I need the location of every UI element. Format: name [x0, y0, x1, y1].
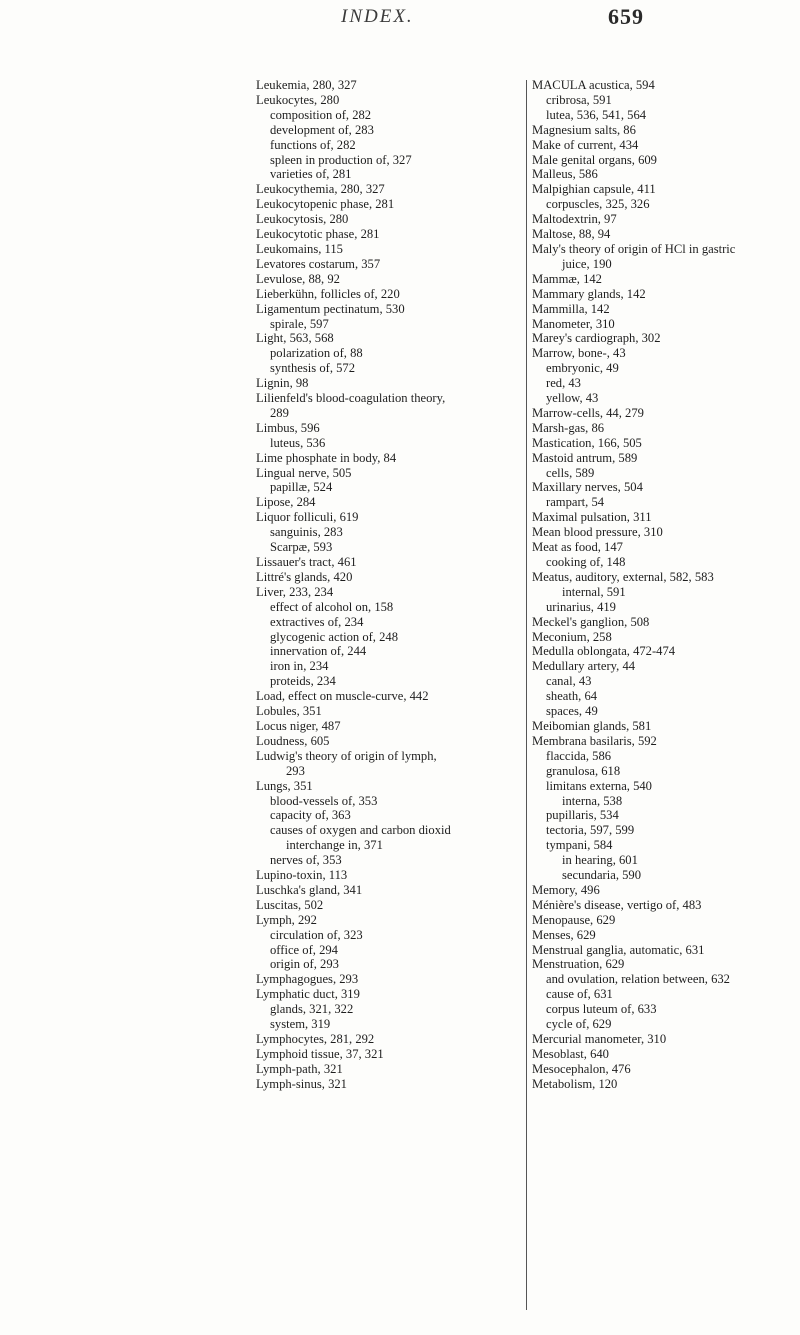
index-entry: Magnesium salts, 86	[532, 122, 636, 137]
page-title: INDEX.	[341, 6, 414, 27]
index-entry: Maxillary nerves, 504	[532, 480, 643, 495]
index-subentry: rampart, 54	[546, 495, 605, 510]
index-entry: Manometer, 310	[532, 316, 615, 331]
index-subentry: synthesis of, 572	[270, 361, 356, 376]
index-entry: Lissauer's tract, 461	[256, 555, 357, 569]
index-subentry: 289	[270, 405, 289, 420]
index-subentry: varieties of, 281	[270, 167, 352, 182]
index-subentry: causes of oxygen and carbon dioxid	[270, 823, 451, 838]
index-subentry: composition of, 282	[270, 107, 372, 122]
index-entry: Ludwig's theory of origin of lymph,	[256, 748, 437, 763]
index-subentry: embryonic, 49	[546, 361, 619, 376]
index-subentry: capacity of, 363	[270, 808, 351, 823]
index-entry: Male genital organs, 609	[532, 152, 657, 167]
index-subentry: canal, 43	[546, 674, 592, 689]
index-entry: Mammæ, 142	[532, 271, 602, 286]
index-entry: Menopause, 629	[532, 912, 616, 927]
index-entry: Meatus, auditory, external, 582, 583	[532, 569, 714, 584]
index-entry: Lilienfeld's blood-coagulation theory,	[256, 391, 446, 406]
index-entry: Lingual nerve, 505	[256, 465, 352, 480]
index-subentry: innervation of, 244	[270, 644, 367, 659]
index-entry: Mesoblast, 640	[532, 1046, 609, 1061]
index-entry: Ménière's disease, vertigo of, 483	[532, 897, 702, 912]
index-column-left	[256, 78, 526, 1092]
column-divider	[526, 80, 527, 1310]
page-number: 659	[608, 4, 644, 29]
index-entry: Littré's glands, 420	[256, 569, 353, 584]
index-subentry: development of, 283	[270, 122, 374, 137]
index-entry: Make of current, 434	[532, 137, 639, 152]
index-entry: Marey's cardiograph, 302	[532, 331, 661, 346]
index-entry: Mastication, 166, 505	[532, 435, 642, 450]
index-entry: Lipose, 284	[256, 495, 316, 510]
index-entry: Mammary glands, 142	[532, 286, 646, 301]
index-subentry: secundaria, 590	[562, 868, 642, 883]
index-subentry: interchange in, 371	[286, 838, 383, 853]
index-entry: Luschka's gland, 341	[256, 882, 363, 897]
index-subentry: cycle of, 629	[546, 1017, 612, 1032]
index-subentry: and ovulation, relation between, 632	[546, 972, 730, 987]
index-subentry: origin of, 293	[270, 957, 339, 972]
index-entry: Lymphatic duct, 319	[256, 987, 360, 1002]
index-entry: Meat as food, 147	[532, 540, 623, 555]
index-entry: Leukocytopenic phase, 281	[256, 197, 395, 212]
index-entry: Mesocephalon, 476	[532, 1061, 631, 1076]
index-subentry: luteus, 536	[270, 435, 326, 450]
index-entry: Marrow-cells, 44, 279	[532, 405, 644, 420]
index-entry: Membrana basilaris, 592	[532, 733, 657, 748]
index-entry: Malpighian capsule, 411	[532, 182, 656, 197]
index-entry: Metabolism, 120	[532, 1076, 618, 1091]
index-entry: Menstrual ganglia, automatic, 631	[532, 942, 705, 957]
index-entry: Medulla oblongata, 472-474	[532, 644, 676, 659]
running-header	[0, 4, 800, 32]
index-entry: Mean blood pressure, 310	[532, 525, 663, 540]
index-entry: MACULA acustica, 594	[532, 78, 655, 92]
index-subentry: tectoria, 597, 599	[546, 823, 635, 838]
index-subentry: papillæ, 524	[270, 480, 333, 495]
index-entry: Maly's theory of origin of HCl in gastric	[532, 241, 736, 256]
index-entry: Lupino-toxin, 113	[256, 868, 348, 883]
index-entry: Leukemia, 280, 327	[256, 78, 357, 92]
index-subentry: internal, 591	[562, 584, 626, 599]
index-subentry: in hearing, 601	[562, 853, 638, 868]
index-entry: Limbus, 596	[256, 420, 320, 435]
index-subentry: Scarpæ, 593	[270, 540, 333, 555]
index-entry: Meibomian glands, 581	[532, 718, 652, 733]
index-entry: Maximal pulsation, 311	[532, 510, 652, 525]
index-entry: Lymph-path, 321	[256, 1061, 343, 1076]
index-subentry: circulation of, 323	[270, 927, 363, 942]
index-subentry: effect of alcohol on, 158	[270, 599, 394, 614]
index-entry: Levulose, 88, 92	[256, 271, 340, 286]
index-entry: Lymph-sinus, 321	[256, 1076, 347, 1091]
index-column-right	[532, 78, 800, 1092]
index-entry: Marsh-gas, 86	[532, 420, 605, 435]
index-subentry: spaces, 49	[546, 704, 598, 719]
index-entry: Mercurial manometer, 310	[532, 1032, 667, 1046]
index-subentry: yellow, 43	[546, 391, 599, 406]
index-subentry: proteids, 234	[270, 674, 336, 689]
index-entry: Light, 563, 568	[256, 331, 334, 346]
index-subentry: polarization of, 88	[270, 346, 363, 361]
index-subentry: corpus luteum of, 633	[546, 1002, 657, 1017]
index-subentry: nerves of, 353	[270, 853, 342, 868]
index-subentry: functions of, 282	[270, 137, 356, 152]
index-subentry: cells, 589	[546, 465, 595, 480]
index-entry: Leukocytotic phase, 281	[256, 227, 380, 242]
index-entry: Lymph, 292	[256, 912, 317, 927]
index-entry: Maltodextrin, 97	[532, 212, 617, 227]
index-entry: Levatores costarum, 357	[256, 256, 381, 271]
index-entry: Leukocytosis, 280	[256, 212, 349, 227]
index-entry: Maltose, 88, 94	[532, 227, 611, 242]
index-entry: Leukocytes, 280	[256, 92, 340, 107]
index-subentry: cribrosa, 591	[546, 92, 612, 107]
index-subentry: sanguinis, 283	[270, 525, 343, 540]
index-subentry: pupillaris, 534	[546, 808, 619, 823]
index-subentry: urinarius, 419	[546, 599, 616, 614]
index-entry: Lignin, 98	[256, 376, 309, 391]
index-entry: Lieberkühn, follicles of, 220	[256, 286, 400, 301]
index-entry: Lymphocytes, 281, 292	[256, 1032, 375, 1046]
index-entry: Malleus, 586	[532, 167, 598, 182]
index-entry: Ligamentum pectinatum, 530	[256, 301, 405, 316]
index-entry: Loudness, 605	[256, 733, 330, 748]
index-entry: Medullary artery, 44	[532, 659, 636, 674]
index-entry: Liquor folliculi, 619	[256, 510, 359, 525]
index-subentry: spirale, 597	[270, 316, 329, 331]
index-subentry: system, 319	[270, 1017, 331, 1032]
index-subentry: cause of, 631	[546, 987, 613, 1002]
index-subentry: interna, 538	[562, 793, 623, 808]
index-subentry: tympani, 584	[546, 838, 613, 853]
index-entry: Liver, 233, 234	[256, 584, 334, 599]
index-entry: Lymphagogues, 293	[256, 972, 359, 987]
index-entry: Lobules, 351	[256, 704, 322, 719]
index-entry: Mammilla, 142	[532, 301, 610, 316]
index-subentry: glands, 321, 322	[270, 1002, 354, 1017]
index-entry: Luscitas, 502	[256, 897, 324, 912]
index-entry: Lymphoid tissue, 37, 321	[256, 1046, 384, 1061]
index-entry: Menstruation, 629	[532, 957, 625, 972]
index-subentry: iron in, 234	[270, 659, 329, 674]
index-entry: Meckel's ganglion, 508	[532, 614, 650, 629]
index-entry: Load, effect on muscle-curve, 442	[256, 689, 429, 704]
index-entry: Menses, 629	[532, 927, 596, 942]
index-subentry: lutea, 536, 541, 564	[546, 107, 647, 122]
index-subentry: office of, 294	[270, 942, 338, 957]
index-entry: Memory, 496	[532, 882, 600, 897]
index-entry: Lungs, 351	[256, 778, 313, 793]
index-subentry: red, 43	[546, 376, 581, 391]
index-subentry: sheath, 64	[546, 689, 598, 704]
index-entry: Lime phosphate in body, 84	[256, 450, 397, 465]
index-subentry: corpuscles, 325, 326	[546, 197, 650, 212]
index-subentry: glycogenic action of, 248	[270, 629, 398, 644]
index-entry: Locus niger, 487	[256, 718, 341, 733]
index-entry: Leukocythemia, 280, 327	[256, 182, 385, 197]
index-subentry: limitans externa, 540	[546, 778, 652, 793]
index-entry: Marrow, bone-, 43	[532, 346, 626, 361]
index-entry: Meconium, 258	[532, 629, 612, 644]
index-entry: Leukomains, 115	[256, 241, 343, 256]
index-subentry: cooking of, 148	[546, 555, 626, 569]
index-subentry: spleen in production of, 327	[270, 152, 412, 167]
index-entry: Mastoid antrum, 589	[532, 450, 638, 465]
index-subentry: blood-vessels of, 353	[270, 793, 378, 808]
index-subentry: granulosa, 618	[546, 763, 621, 778]
index-subentry: 293	[286, 763, 305, 778]
index-subentry: extractives of, 234	[270, 614, 364, 629]
index-subentry: flaccida, 586	[546, 748, 612, 763]
index-subentry: juice, 190	[562, 256, 612, 271]
